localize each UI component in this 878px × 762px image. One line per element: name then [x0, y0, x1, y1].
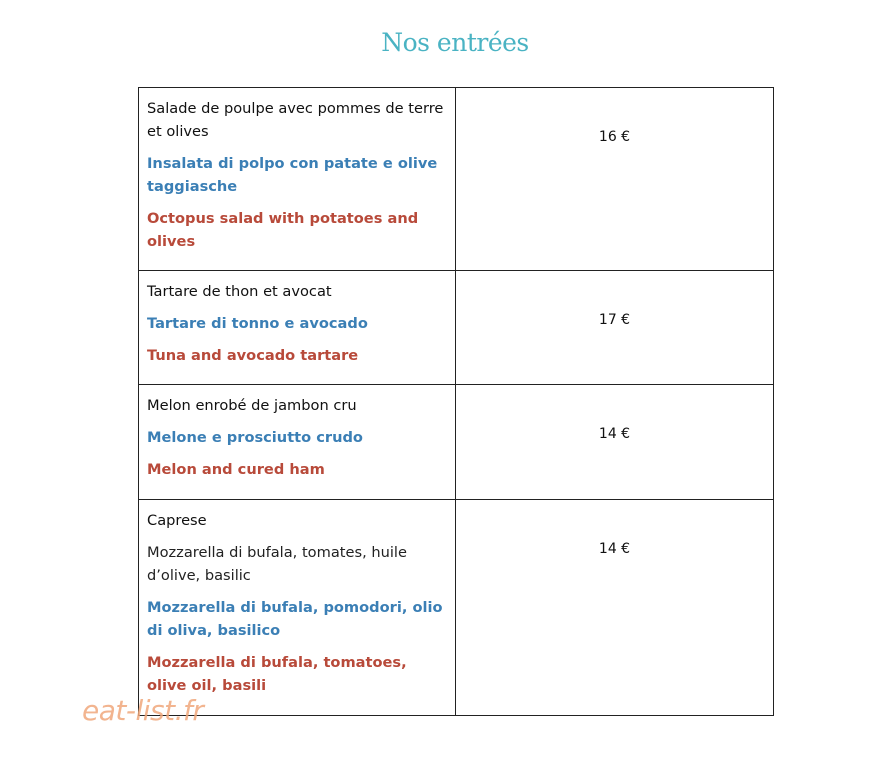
dish-price: 17 €	[598, 312, 631, 328]
dish-name-it: Tartare di tonno e avocado	[147, 315, 368, 332]
dish-name-en: Tuna and avocado tartare	[147, 347, 359, 364]
table-row	[139, 271, 774, 385]
watermark: eat-list.fr	[82, 694, 204, 727]
dish-cell	[139, 88, 456, 271]
dish-name-en: Mozzarella di bufala, tomatoes, olive oil, basili	[147, 654, 407, 694]
dish-name-fr: Tartare de thon et avocat	[147, 283, 332, 300]
menu-table	[138, 87, 774, 716]
dish-name-en: Octopus salad with potatoes and olives	[147, 210, 419, 250]
dish-name-fr: Salade de poulpe avec pommes de terre et olives	[147, 100, 444, 140]
price-cell	[456, 500, 774, 716]
dish-cell	[139, 271, 456, 385]
dish-price: 14 €	[598, 541, 631, 557]
dish-name-fr: Caprese	[147, 512, 207, 529]
dish-name-it: Mozzarella di bufala, pomodori, olio di oliva, basilico	[147, 599, 443, 639]
dish-name-en: Melon and cured ham	[147, 461, 325, 478]
table-row	[139, 385, 774, 500]
price-cell	[456, 88, 774, 271]
dish-description-fr: Mozzarella di bufala, tomates, huile d’olive, basilic	[147, 544, 407, 584]
dish-price: 16 €	[598, 129, 631, 145]
page-title: Nos entrées	[381, 28, 529, 57]
table-row	[139, 88, 774, 271]
dish-name-it: Melone e prosciutto crudo	[147, 429, 363, 446]
table-row	[139, 500, 774, 716]
dish-price: 14 €	[598, 426, 631, 442]
price-cell	[456, 385, 774, 500]
price-cell	[456, 271, 774, 385]
dish-name-it: Insalata di polpo con patate e olive taggiasche	[147, 155, 438, 195]
dish-cell	[139, 385, 456, 500]
dish-name-fr: Melon enrobé de jambon cru	[147, 397, 357, 414]
dish-cell	[139, 500, 456, 716]
